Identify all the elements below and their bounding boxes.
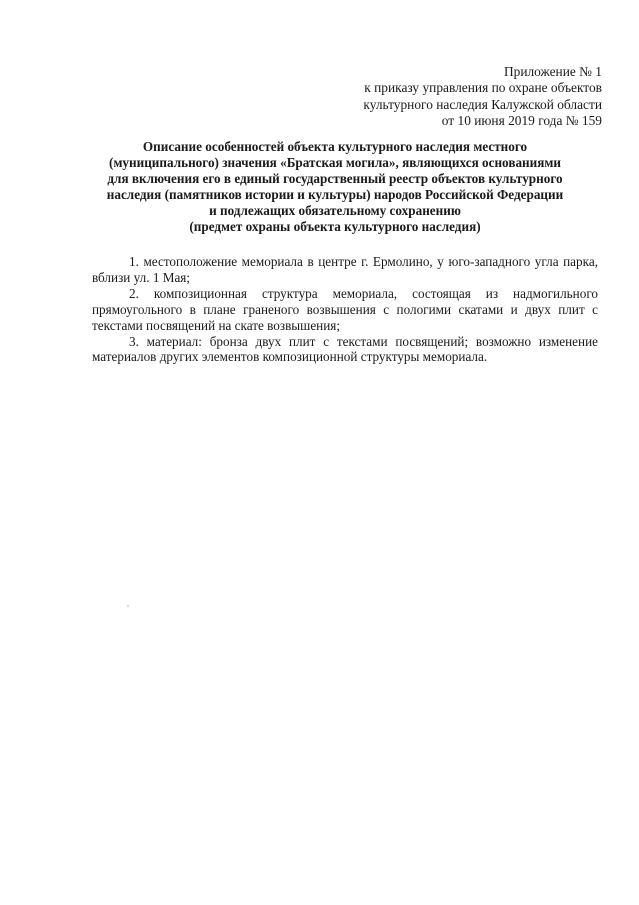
appendix-line: культурного наследия Калужской области — [363, 96, 602, 112]
list-item-location: 1. местоположение мемориала в центре г. Ермолино, у юго-западного угла парка, вблизи ул. 1 Мая; — [92, 254, 598, 285]
document-title — [70, 139, 600, 234]
list-item-composition: 2. композиционная структура мемориала, состоящая из надмогильного прямоугольного в плане граненого возвышения с пологими скатами и двух плит с текстами посвящений на скате возвышения; — [92, 285, 598, 333]
appendix-line: от 10 июня 2019 года № 159 — [441, 113, 602, 129]
document-body — [92, 254, 598, 365]
title-line: и подлежащих обязательному сохранению — [209, 202, 461, 218]
title-line: наследия (памятников истории и культуры) народов Российской Федерации — [106, 186, 564, 202]
title-line: для включения его в единый государственный реестр объектов культурного — [107, 170, 563, 186]
title-line: (муниципального) значения «Братская могила», являющихся основаниями — [109, 154, 561, 170]
title-line: (предмет охраны объекта культурного наследия) — [189, 218, 481, 234]
appendix-line: к приказу управления по охране объектов — [364, 80, 602, 96]
list-item-material: 3. материал: бронза двух плит с текстами посвящений; возможно изменение материалов других элементов композиционной структуры мемориала. — [92, 333, 598, 365]
title-line: Описание особенностей объекта культурного наследия местного — [142, 139, 528, 154]
scan-speck — [127, 605, 129, 607]
appendix-header — [272, 64, 602, 130]
appendix-line: Приложение № 1 — [503, 64, 602, 79]
